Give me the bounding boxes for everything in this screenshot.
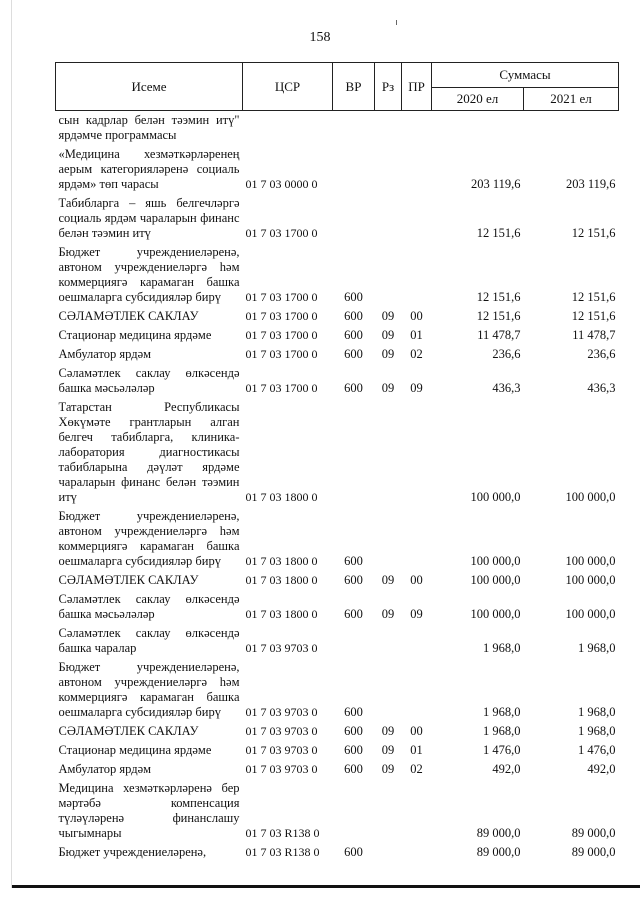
row-rz: 09 (381, 724, 395, 738)
row-csr (243, 111, 333, 146)
row-name: Сәламәтлек саклау өлкәсендә башка мәсьәләләр (58, 592, 240, 621)
row-sum-2021: 100 000,0 (565, 490, 616, 504)
row-name: Бюджет учреждениеләренә, автоном учреждениеләргә һәм коммерциягә карамаган башка оешмаларга субсидияләр бирү (58, 660, 240, 719)
row-name: сын кадрлар белән тәэмин итү" ярдәмче программасы (58, 113, 240, 142)
row-vr (333, 624, 375, 658)
row-sum-2020: 100 000,0 (470, 573, 521, 587)
row-pr: 01 (410, 743, 423, 757)
row-csr: 01 7 03 9703 0 (245, 762, 318, 776)
row-sum-2021: 12 151,6 (571, 309, 616, 323)
row-rz (375, 194, 402, 243)
page-number: 158 (309, 30, 331, 45)
row-csr: 01 7 03 R138 0 (245, 826, 320, 840)
header-year-2020: 2020 ел (432, 88, 524, 111)
row-csr: 01 7 03 1700 0 (245, 328, 318, 342)
row-sum-2020: 236,6 (492, 347, 521, 361)
header-vr: ВР (333, 63, 375, 111)
row-sum-2020: 12 151,6 (476, 309, 521, 323)
row-name: СӘЛАМӘТЛЕК САКЛАУ (58, 724, 199, 738)
row-vr: 600 (344, 573, 363, 587)
header-rz: Рз (375, 63, 402, 111)
row-vr: 600 (344, 724, 363, 738)
table-row (56, 722, 619, 741)
row-name: Бюджет учреждениеләренә, автоном учреждениеләргә һәм коммерциягә карамаган башка оешмаларга субсидияләр бирү (58, 509, 240, 568)
table-row (56, 307, 619, 326)
row-pr: 01 (410, 328, 423, 342)
row-csr: 01 7 03 1700 0 (245, 347, 318, 361)
row-sum-2020: 203 119,6 (470, 177, 521, 191)
row-vr: 600 (344, 845, 363, 859)
row-vr: 600 (344, 607, 363, 621)
table-row (56, 243, 619, 307)
row-pr: 00 (410, 309, 423, 323)
header-sums: Суммасы (432, 63, 619, 88)
table-row (56, 345, 619, 364)
row-sum-2020: 12 151,6 (476, 226, 521, 240)
row-csr: 01 7 03 0000 0 (245, 177, 318, 191)
row-csr: 01 7 03 9703 0 (245, 641, 318, 655)
row-rz (375, 507, 402, 571)
row-vr (333, 145, 375, 194)
row-sum-2021: 100 000,0 (565, 554, 616, 568)
row-rz: 09 (381, 309, 395, 323)
row-sum-2021: 1 968,0 (578, 724, 616, 738)
row-sum-2020: 1 476,0 (483, 743, 521, 757)
row-vr: 600 (344, 347, 363, 361)
row-sum-2020: 12 151,6 (476, 290, 521, 304)
row-csr: 01 7 03 9703 0 (245, 705, 318, 719)
row-csr: 01 7 03 9703 0 (245, 743, 318, 757)
row-csr: 01 7 03 1800 0 (245, 490, 318, 504)
bottom-scan-border (12, 885, 640, 888)
row-name: СӘЛАМӘТЛЕК САКЛАУ (58, 309, 199, 323)
budget-table (55, 62, 619, 862)
row-vr: 600 (344, 328, 363, 342)
row-sum-2020: 89 000,0 (476, 845, 521, 859)
budget-table-container (55, 62, 618, 862)
row-sum-2021: 12 151,6 (571, 226, 616, 240)
header-year-2021: 2021 ел (524, 88, 619, 111)
row-sum-2020: 1 968,0 (483, 724, 521, 738)
row-rz (375, 779, 402, 843)
table-row (56, 741, 619, 760)
row-rz (375, 111, 402, 146)
row-rz (375, 658, 402, 722)
table-row (56, 658, 619, 722)
row-pr: 09 (410, 607, 423, 621)
scan-mark (396, 20, 397, 25)
row-pr: 00 (410, 573, 423, 587)
row-pr: 02 (410, 762, 423, 776)
row-pr (402, 111, 432, 146)
row-rz (375, 843, 402, 862)
row-name: СӘЛАМӘТЛЕК САКЛАУ (58, 573, 199, 587)
row-sum-2021: 89 000,0 (571, 826, 616, 840)
row-vr: 600 (344, 705, 363, 719)
row-sum-2020: 100 000,0 (470, 554, 521, 568)
row-sum-2021: 1 968,0 (578, 705, 616, 719)
row-name: Бюджет учреждениеләренә, (58, 845, 207, 859)
row-csr: 01 7 03 R138 0 (245, 845, 320, 859)
row-name: Сәламәтлек саклау өлкәсендә башка чаралар (58, 626, 240, 655)
row-vr (333, 779, 375, 843)
row-pr (402, 194, 432, 243)
row-name: Сәламәтлек саклау өлкәсендә башка мәсьәләләр (58, 366, 240, 395)
table-row (56, 364, 619, 398)
row-csr: 01 7 03 1700 0 (245, 226, 318, 240)
header-name: Исеме (56, 63, 243, 111)
row-sum-2020: 89 000,0 (476, 826, 521, 840)
header-csr: ЦСР (243, 63, 333, 111)
row-name: Стационар медицина ярдәме (58, 743, 212, 757)
row-vr (333, 194, 375, 243)
row-vr: 600 (344, 762, 363, 776)
row-sum-2021: 203 119,6 (565, 177, 616, 191)
table-row (56, 398, 619, 507)
table-row (56, 145, 619, 194)
row-sum-2020: 100 000,0 (470, 607, 521, 621)
row-sum-2021: 492,0 (587, 762, 616, 776)
table-row (56, 571, 619, 590)
row-rz (375, 145, 402, 194)
row-name: Амбулатор ярдәм (58, 347, 152, 361)
row-sum-2021: 100 000,0 (565, 573, 616, 587)
row-csr: 01 7 03 1700 0 (245, 309, 318, 323)
row-rz: 09 (381, 762, 395, 776)
row-sum-2021: 1 476,0 (578, 743, 616, 757)
row-csr: 01 7 03 1700 0 (245, 381, 318, 395)
row-sum-2020 (432, 111, 524, 146)
row-vr: 600 (344, 290, 363, 304)
row-pr (402, 398, 432, 507)
table-row (56, 760, 619, 779)
row-pr: 09 (410, 381, 423, 395)
row-name: Табибларга – яшь белгечләргә социаль ярдәм чараларын финанс белән тәэмин итү (58, 196, 240, 240)
row-vr: 600 (344, 554, 363, 568)
row-csr: 01 7 03 9703 0 (245, 724, 318, 738)
row-name: Амбулатор ярдәм (58, 762, 152, 776)
row-vr (333, 111, 375, 146)
row-rz: 09 (381, 607, 395, 621)
row-csr: 01 7 03 1700 0 (245, 290, 318, 304)
page-left-edge (11, 0, 12, 888)
row-sum-2021: 436,3 (587, 381, 616, 395)
row-pr (402, 624, 432, 658)
row-pr (402, 658, 432, 722)
table-row (56, 843, 619, 862)
row-sum-2021 (524, 111, 619, 146)
row-sum-2021: 1 968,0 (578, 641, 616, 655)
table-row (56, 590, 619, 624)
row-sum-2021: 89 000,0 (571, 845, 616, 859)
table-row (56, 624, 619, 658)
row-pr (402, 843, 432, 862)
header-pr: ПР (402, 63, 432, 111)
row-csr: 01 7 03 1800 0 (245, 573, 318, 587)
row-rz: 09 (381, 328, 395, 342)
row-pr: 02 (410, 347, 423, 361)
row-sum-2020: 1 968,0 (483, 641, 521, 655)
row-rz (375, 398, 402, 507)
row-rz (375, 243, 402, 307)
table-body (56, 111, 619, 863)
row-sum-2020: 11 478,7 (477, 328, 521, 342)
row-sum-2021: 11 478,7 (572, 328, 616, 342)
row-sum-2020: 436,3 (492, 381, 521, 395)
table-row (56, 507, 619, 571)
row-vr (333, 398, 375, 507)
row-name: «Медицина хезмәткәрләренең аерым категорияләренә социаль ярдәм» төп чарасы (58, 147, 240, 191)
row-sum-2020: 1 968,0 (483, 705, 521, 719)
row-rz (375, 624, 402, 658)
row-pr (402, 145, 432, 194)
row-name: Стационар медицина ярдәме (58, 328, 212, 342)
row-rz: 09 (381, 381, 395, 395)
table-row (56, 326, 619, 345)
row-vr: 600 (344, 309, 363, 323)
table-header (56, 63, 619, 111)
row-sum-2021: 100 000,0 (565, 607, 616, 621)
row-sum-2020: 492,0 (492, 762, 521, 776)
table-row (56, 779, 619, 843)
row-rz: 09 (381, 743, 395, 757)
row-sum-2021: 12 151,6 (571, 290, 616, 304)
row-csr: 01 7 03 1800 0 (245, 607, 318, 621)
row-vr: 600 (344, 743, 363, 757)
row-name: Татарстан Республикасы Хөкүмәте грантларын алган белгеч табибларга, клиника-лаборатория диагностикасы табибларына дәүләт ярдәме чараларын финанс белән тәэмин итү (58, 400, 240, 504)
row-sum-2020: 100 000,0 (470, 490, 521, 504)
row-pr (402, 779, 432, 843)
row-pr: 00 (410, 724, 423, 738)
row-vr: 600 (344, 381, 363, 395)
row-name: Бюджет учреждениеләренә, автоном учреждениеләргә һәм коммерциягә карамаган башка оешмаларга субсидияләр бирү (58, 245, 240, 304)
table-row (56, 111, 619, 146)
row-sum-2021: 236,6 (587, 347, 616, 361)
row-rz: 09 (381, 573, 395, 587)
row-csr: 01 7 03 1800 0 (245, 554, 318, 568)
row-name: Медицина хезмәткәрләренә бер мәртәбә компенсация түләүләренә финанслашу чыгымнары (58, 781, 240, 840)
table-row (56, 194, 619, 243)
row-rz: 09 (381, 347, 395, 361)
row-pr (402, 507, 432, 571)
row-pr (402, 243, 432, 307)
